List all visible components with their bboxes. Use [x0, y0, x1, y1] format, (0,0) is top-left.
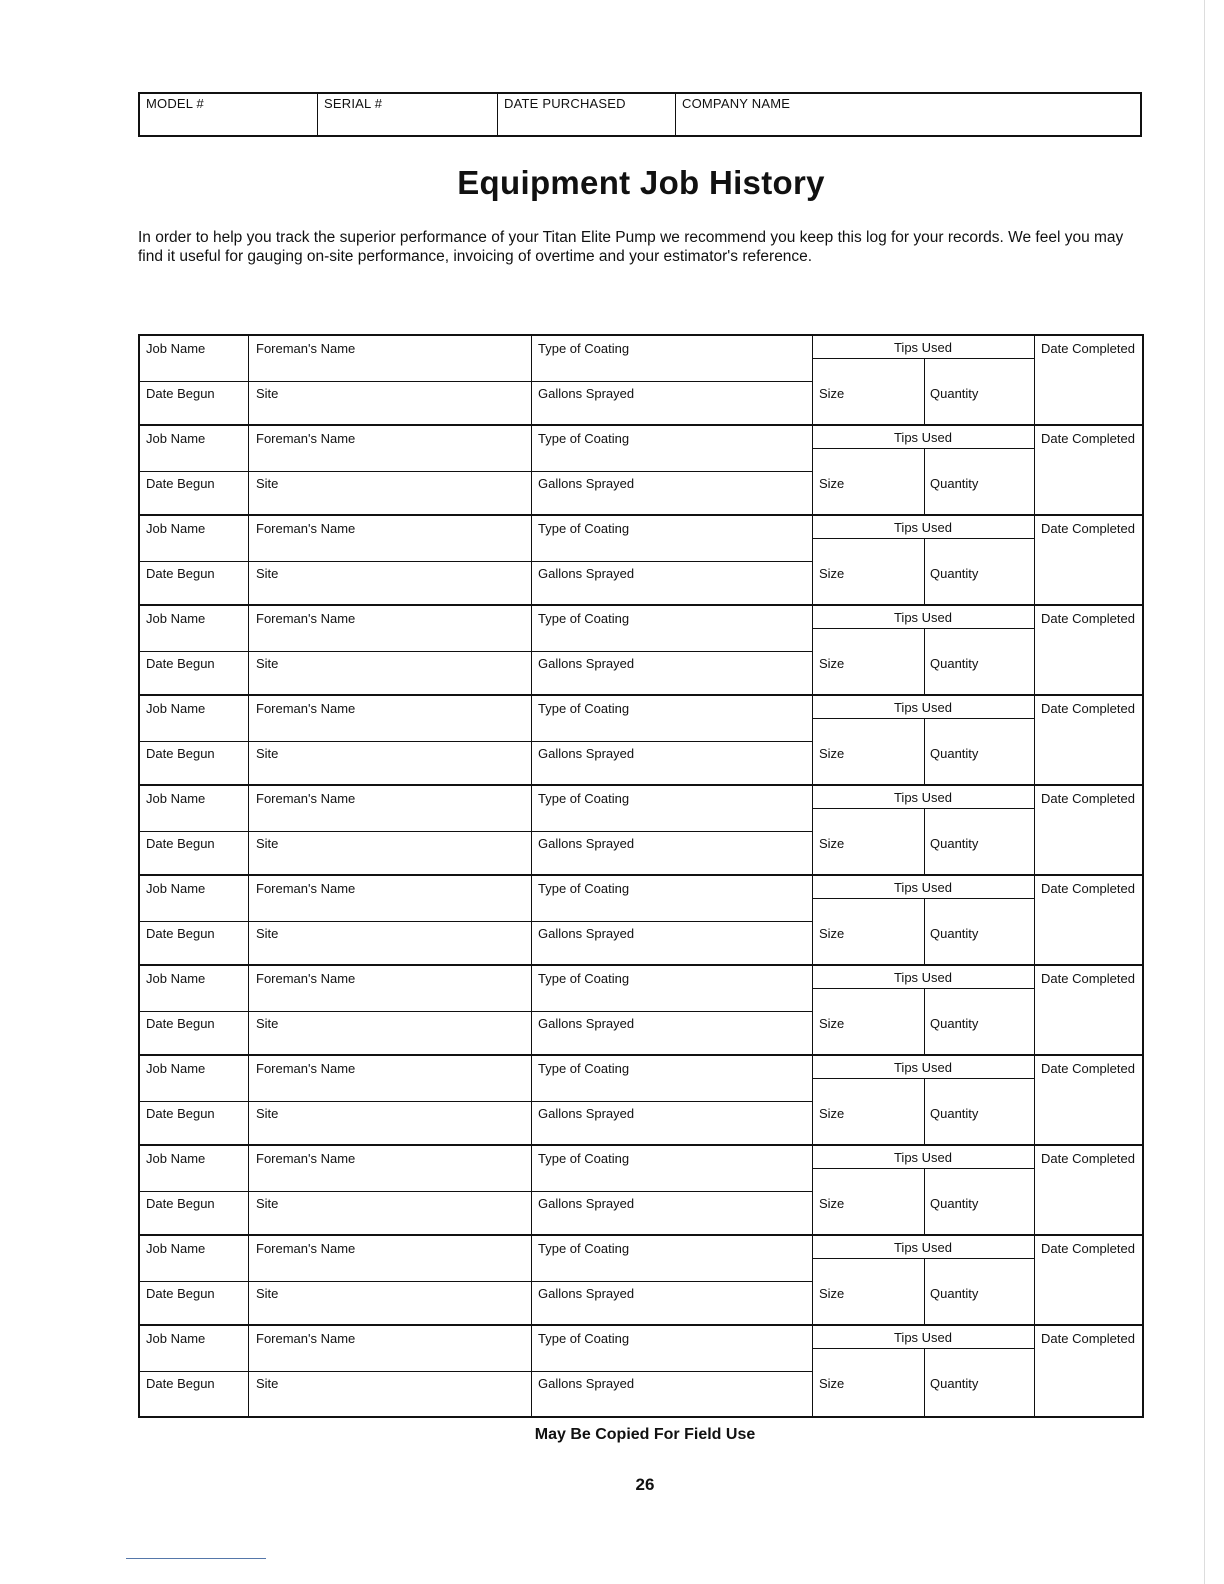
job-name-label: Job Name	[146, 1331, 206, 1346]
foremans-name-label: Foreman's Name	[256, 521, 356, 536]
column-divider	[531, 1236, 532, 1324]
quantity-label: Quantity	[930, 1286, 979, 1301]
foremans-name-label: Foreman's Name	[256, 431, 356, 446]
size-label: Size	[819, 476, 845, 491]
size-label: Size	[819, 386, 845, 401]
column-divider	[248, 516, 249, 604]
foremans-name-label: Foreman's Name	[256, 341, 356, 356]
size-quantity-divider	[924, 628, 925, 694]
gallons-sprayed-label: Gallons Sprayed	[538, 926, 635, 941]
quantity-label: Quantity	[930, 836, 979, 851]
intro-paragraph: In order to help you track the superior performance of your Titan Elite Pump we recommend you keep this log for your records. We feel you may find it useful for gauging on-site performance, invoicing of overtime and your estimator's reference.	[138, 229, 1124, 265]
quantity-label: Quantity	[930, 926, 979, 941]
date-begun-label: Date Begun	[146, 656, 215, 671]
date-begun-label: Date Begun	[146, 1016, 215, 1031]
job-name-label: Job Name	[146, 971, 206, 986]
company-name-field[interactable]	[676, 94, 1140, 135]
row-divider	[140, 831, 812, 832]
gallons-sprayed-label: Gallons Sprayed	[538, 386, 635, 401]
job-history-table	[138, 334, 1144, 1418]
tips-used-divider	[812, 448, 1034, 449]
log-entry	[140, 876, 1142, 966]
type-of-coating-label: Type of Coating	[538, 971, 630, 986]
quantity-label: Quantity	[930, 1106, 979, 1121]
tips-used-divider	[812, 988, 1034, 989]
site-label: Site	[256, 836, 279, 851]
gallons-sprayed-label: Gallons Sprayed	[538, 656, 635, 671]
bottom-rule	[126, 1558, 266, 1559]
column-divider	[1034, 1056, 1035, 1144]
type-of-coating-label: Type of Coating	[538, 341, 630, 356]
row-divider	[140, 1011, 812, 1012]
log-entry	[140, 696, 1142, 786]
job-name-label: Job Name	[146, 1241, 206, 1256]
column-divider	[248, 1146, 249, 1234]
type-of-coating-label: Type of Coating	[538, 611, 630, 626]
site-label: Site	[256, 1196, 279, 1211]
gallons-sprayed-label: Gallons Sprayed	[538, 1196, 635, 1211]
site-label: Site	[256, 476, 279, 491]
date-completed-label: Date Completed	[1041, 1061, 1135, 1076]
page-edge	[1204, 0, 1205, 1584]
foremans-name-label: Foreman's Name	[256, 1331, 356, 1346]
tips-used-label: Tips Used	[893, 1240, 953, 1255]
row-divider	[140, 1371, 812, 1372]
size-quantity-divider	[924, 988, 925, 1054]
gallons-sprayed-label: Gallons Sprayed	[538, 836, 635, 851]
column-divider	[248, 966, 249, 1054]
column-divider	[1034, 876, 1035, 964]
column-divider	[248, 1056, 249, 1144]
tips-used-divider	[812, 898, 1034, 899]
column-divider	[1034, 1146, 1035, 1234]
job-name-label: Job Name	[146, 431, 206, 446]
log-entry	[140, 606, 1142, 696]
column-divider	[1034, 966, 1035, 1054]
foremans-name-label: Foreman's Name	[256, 701, 356, 716]
date-purchased-field[interactable]	[498, 94, 676, 135]
serial-label: SERIAL #	[324, 96, 383, 111]
size-quantity-divider	[924, 1348, 925, 1416]
type-of-coating-label: Type of Coating	[538, 1151, 630, 1166]
type-of-coating-label: Type of Coating	[538, 1331, 630, 1346]
row-divider	[140, 651, 812, 652]
log-entry	[140, 1236, 1142, 1326]
column-divider	[531, 516, 532, 604]
row-divider	[140, 1191, 812, 1192]
log-entry	[140, 516, 1142, 606]
tips-used-label: Tips Used	[893, 1060, 953, 1075]
size-label: Size	[819, 746, 845, 761]
tips-used-divider	[812, 1348, 1034, 1349]
type-of-coating-label: Type of Coating	[538, 521, 630, 536]
foremans-name-label: Foreman's Name	[256, 881, 356, 896]
gallons-sprayed-label: Gallons Sprayed	[538, 1376, 635, 1391]
quantity-label: Quantity	[930, 1016, 979, 1031]
model-label: MODEL #	[146, 96, 204, 111]
column-divider	[1034, 516, 1035, 604]
tips-used-label: Tips Used	[893, 430, 953, 445]
date-begun-label: Date Begun	[146, 836, 215, 851]
size-label: Size	[819, 566, 845, 581]
tips-used-label: Tips Used	[893, 610, 953, 625]
date-begun-label: Date Begun	[146, 1286, 215, 1301]
quantity-label: Quantity	[930, 656, 979, 671]
job-name-label: Job Name	[146, 881, 206, 896]
tips-used-divider	[812, 538, 1034, 539]
job-name-label: Job Name	[146, 791, 206, 806]
column-divider	[531, 786, 532, 874]
size-quantity-divider	[924, 898, 925, 964]
site-label: Site	[256, 926, 279, 941]
size-quantity-divider	[924, 808, 925, 874]
column-divider	[248, 696, 249, 784]
row-divider	[140, 1281, 812, 1282]
job-name-label: Job Name	[146, 1151, 206, 1166]
site-label: Site	[256, 1106, 279, 1121]
date-begun-label: Date Begun	[146, 1376, 215, 1391]
column-divider	[248, 876, 249, 964]
date-completed-label: Date Completed	[1041, 1241, 1135, 1256]
type-of-coating-label: Type of Coating	[538, 1241, 630, 1256]
log-entry	[140, 1056, 1142, 1146]
foremans-name-label: Foreman's Name	[256, 791, 356, 806]
size-label: Size	[819, 1106, 845, 1121]
column-divider	[248, 336, 249, 424]
column-divider	[531, 696, 532, 784]
column-divider	[1034, 1236, 1035, 1324]
tips-used-divider	[812, 1258, 1034, 1259]
size-quantity-divider	[924, 718, 925, 784]
tips-used-divider	[812, 628, 1034, 629]
column-divider	[1034, 606, 1035, 694]
job-name-label: Job Name	[146, 611, 206, 626]
date-begun-label: Date Begun	[146, 476, 215, 491]
size-quantity-divider	[924, 538, 925, 604]
date-begun-label: Date Begun	[146, 1196, 215, 1211]
tips-used-divider	[812, 808, 1034, 809]
model-field[interactable]	[140, 94, 318, 135]
column-divider	[531, 966, 532, 1054]
tips-used-divider	[812, 1078, 1034, 1079]
log-entry	[140, 1326, 1142, 1416]
tips-used-divider	[812, 718, 1034, 719]
site-label: Site	[256, 746, 279, 761]
column-divider	[1034, 336, 1035, 424]
row-divider	[140, 741, 812, 742]
tips-used-label: Tips Used	[893, 340, 953, 355]
quantity-label: Quantity	[930, 386, 979, 401]
company-name-label: COMPANY NAME	[682, 96, 791, 111]
size-quantity-divider	[924, 1258, 925, 1324]
job-name-label: Job Name	[146, 1061, 206, 1076]
job-name-label: Job Name	[146, 341, 206, 356]
date-begun-label: Date Begun	[146, 746, 215, 761]
quantity-label: Quantity	[930, 476, 979, 491]
date-completed-label: Date Completed	[1041, 1331, 1135, 1346]
column-divider	[248, 606, 249, 694]
log-entry	[140, 1146, 1142, 1236]
gallons-sprayed-label: Gallons Sprayed	[538, 476, 635, 491]
size-label: Size	[819, 836, 845, 851]
column-divider	[531, 876, 532, 964]
site-label: Site	[256, 656, 279, 671]
job-name-label: Job Name	[146, 701, 206, 716]
site-label: Site	[256, 566, 279, 581]
row-divider	[140, 921, 812, 922]
tips-used-label: Tips Used	[893, 880, 953, 895]
column-divider	[531, 336, 532, 424]
date-begun-label: Date Begun	[146, 566, 215, 581]
size-label: Size	[819, 926, 845, 941]
size-quantity-divider	[924, 358, 925, 424]
column-divider	[531, 606, 532, 694]
tips-used-label: Tips Used	[893, 790, 953, 805]
gallons-sprayed-label: Gallons Sprayed	[538, 1016, 635, 1031]
date-completed-label: Date Completed	[1041, 791, 1135, 806]
date-completed-label: Date Completed	[1041, 1151, 1135, 1166]
quantity-label: Quantity	[930, 1376, 979, 1391]
column-divider	[531, 1056, 532, 1144]
log-entry	[140, 786, 1142, 876]
date-completed-label: Date Completed	[1041, 611, 1135, 626]
date-purchased-label: DATE PURCHASED	[504, 96, 626, 111]
tips-used-label: Tips Used	[893, 700, 953, 715]
date-begun-label: Date Begun	[146, 926, 215, 941]
foremans-name-label: Foreman's Name	[256, 1061, 356, 1076]
row-divider	[140, 381, 812, 382]
date-begun-label: Date Begun	[146, 1106, 215, 1121]
column-divider	[1034, 786, 1035, 874]
size-quantity-divider	[924, 1078, 925, 1144]
gallons-sprayed-label: Gallons Sprayed	[538, 746, 635, 761]
tips-used-divider	[812, 358, 1034, 359]
row-divider	[140, 1101, 812, 1102]
copy-note: May Be Copied For Field Use	[534, 1426, 756, 1443]
quantity-label: Quantity	[930, 746, 979, 761]
site-label: Site	[256, 1016, 279, 1031]
date-completed-label: Date Completed	[1041, 971, 1135, 986]
page-title: Equipment Job History	[457, 164, 825, 201]
tips-used-divider	[812, 1168, 1034, 1169]
size-label: Size	[819, 1196, 845, 1211]
date-completed-label: Date Completed	[1041, 431, 1135, 446]
quantity-label: Quantity	[930, 1196, 979, 1211]
date-begun-label: Date Begun	[146, 386, 215, 401]
column-divider	[1034, 426, 1035, 514]
type-of-coating-label: Type of Coating	[538, 791, 630, 806]
gallons-sprayed-label: Gallons Sprayed	[538, 1286, 635, 1301]
column-divider	[531, 426, 532, 514]
foremans-name-label: Foreman's Name	[256, 611, 356, 626]
size-label: Size	[819, 1286, 845, 1301]
column-divider	[531, 1146, 532, 1234]
tips-used-label: Tips Used	[893, 970, 953, 985]
tips-used-label: Tips Used	[893, 1150, 953, 1165]
log-entry	[140, 966, 1142, 1056]
equipment-info-header	[138, 92, 1142, 137]
column-divider	[1034, 696, 1035, 784]
page-number: 26	[635, 1475, 655, 1494]
date-completed-label: Date Completed	[1041, 521, 1135, 536]
type-of-coating-label: Type of Coating	[538, 881, 630, 896]
site-label: Site	[256, 386, 279, 401]
size-quantity-divider	[924, 448, 925, 514]
site-label: Site	[256, 1286, 279, 1301]
tips-used-label: Tips Used	[893, 1330, 953, 1345]
gallons-sprayed-label: Gallons Sprayed	[538, 566, 635, 581]
foremans-name-label: Foreman's Name	[256, 1151, 356, 1166]
log-entry	[140, 426, 1142, 516]
row-divider	[140, 561, 812, 562]
gallons-sprayed-label: Gallons Sprayed	[538, 1106, 635, 1121]
size-quantity-divider	[924, 1168, 925, 1234]
column-divider	[248, 1236, 249, 1324]
log-entry	[140, 336, 1142, 426]
foremans-name-label: Foreman's Name	[256, 1241, 356, 1256]
date-completed-label: Date Completed	[1041, 881, 1135, 896]
size-label: Size	[819, 656, 845, 671]
tips-used-label: Tips Used	[893, 520, 953, 535]
row-divider	[140, 471, 812, 472]
serial-field[interactable]	[318, 94, 498, 135]
column-divider	[1034, 1326, 1035, 1416]
job-name-label: Job Name	[146, 521, 206, 536]
site-label: Site	[256, 1376, 279, 1391]
date-completed-label: Date Completed	[1041, 701, 1135, 716]
type-of-coating-label: Type of Coating	[538, 1061, 630, 1076]
column-divider	[248, 786, 249, 874]
size-label: Size	[819, 1016, 845, 1031]
type-of-coating-label: Type of Coating	[538, 701, 630, 716]
date-completed-label: Date Completed	[1041, 341, 1135, 356]
foremans-name-label: Foreman's Name	[256, 971, 356, 986]
size-label: Size	[819, 1376, 845, 1391]
column-divider	[248, 426, 249, 514]
type-of-coating-label: Type of Coating	[538, 431, 630, 446]
quantity-label: Quantity	[930, 566, 979, 581]
